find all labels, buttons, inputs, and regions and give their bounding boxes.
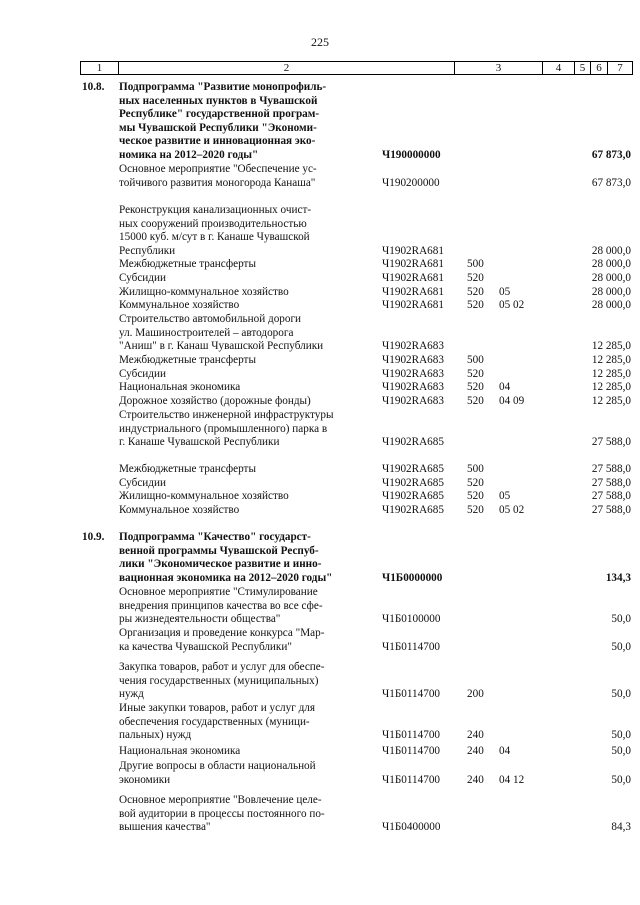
header-col-5: 5 xyxy=(575,62,591,74)
target-article-code: Ч1Б0000000 xyxy=(382,571,443,584)
row-name-line: чения государственных (муниципальных) xyxy=(119,674,319,687)
target-article-code: Ч1902RA683 xyxy=(382,395,444,407)
row-name-line: Подпрограмма "Развитие монопрофиль- xyxy=(119,81,327,93)
row-name xyxy=(119,395,365,409)
row-name xyxy=(119,258,365,272)
section-subsection-code: 04 09 xyxy=(499,395,525,407)
row-name-line: нужд xyxy=(119,688,144,701)
row-name-line: Другие вопросы в области национальной xyxy=(119,760,316,772)
amount: 12 285,0 xyxy=(591,354,631,366)
row-name-line: ка качества Чувашской Республики" xyxy=(119,640,292,653)
row-name xyxy=(119,81,365,163)
amount: 28 000,0 xyxy=(591,244,631,257)
amount: 27 588,0 xyxy=(591,436,631,449)
target-article-code: Ч1902RA685 xyxy=(382,436,444,449)
table-header-row xyxy=(80,61,633,75)
section-subsection-code: 04 xyxy=(499,381,511,393)
row-name xyxy=(119,272,365,286)
amount: 12 285,0 xyxy=(591,368,631,380)
row-name xyxy=(119,368,365,382)
row-name-line: ры жизнедеятельности общества" xyxy=(119,613,281,626)
target-article-code: Ч1902RA685 xyxy=(382,477,444,489)
target-article-code: Ч1902RA681 xyxy=(382,272,444,284)
row-name-line: ных сооружений производительностью xyxy=(119,217,307,230)
row-name-line: Закупка товаров, работ и услуг для обеспе- xyxy=(119,661,325,673)
section-subsection-code: 05 02 xyxy=(499,504,525,516)
target-article-code: Ч1Б0400000 xyxy=(382,821,441,834)
target-article-code: Ч1Б0114700 xyxy=(382,688,441,701)
target-article-code: Ч1902RA685 xyxy=(382,463,444,475)
amount: 27 588,0 xyxy=(591,477,631,489)
section-subsection-code: 05 02 xyxy=(499,299,525,311)
target-article-code: Ч190000000 xyxy=(382,149,441,161)
row-name xyxy=(119,354,365,368)
row-name xyxy=(119,531,365,585)
expense-type-code: 500 xyxy=(467,354,484,366)
row-name xyxy=(119,163,365,190)
row-name-line: Строительство инженерной инфраструктуры xyxy=(119,409,334,421)
amount: 50,0 xyxy=(611,613,631,626)
row-name-line: Коммунальное хозяйство xyxy=(119,504,240,516)
row-name-line: венной программы Чувашской Респуб- xyxy=(119,544,319,557)
row-name-line: Иные закупки товаров, работ и услуг для xyxy=(119,702,316,714)
row-name xyxy=(119,313,365,354)
amount: 28 000,0 xyxy=(591,272,631,284)
row-name-line: Подпрограмма "Качество" государст- xyxy=(119,531,311,543)
amount: 50,0 xyxy=(611,688,631,701)
row-name-line: Межбюджетные трансферты xyxy=(119,258,256,270)
target-article-code: Ч1902RA681 xyxy=(382,299,444,311)
row-name xyxy=(119,204,365,258)
amount: 28 000,0 xyxy=(591,258,631,270)
header-col-1: 1 xyxy=(81,62,119,74)
target-article-code: Ч1902RA685 xyxy=(382,490,444,502)
row-name-line: Жилищно-коммунальное хозяйство xyxy=(119,286,289,298)
row-name-line: Национальная экономика xyxy=(119,745,241,757)
row-number: 10.8. xyxy=(82,81,105,93)
row-name-line: тойчивого развития моногорода Канаша" xyxy=(119,176,316,189)
expense-type-code: 240 xyxy=(467,745,484,757)
page-number: 225 xyxy=(311,35,329,49)
row-name-line: Основное мероприятие "Стимулирование xyxy=(119,586,318,598)
expense-type-code: 520 xyxy=(467,395,484,407)
expense-type-code: 520 xyxy=(467,381,484,393)
row-name-line: Межбюджетные трансферты xyxy=(119,463,256,475)
header-col-3: 3 xyxy=(455,62,543,74)
target-article-code: Ч1Б0114700 xyxy=(382,745,441,757)
target-article-code: Ч1902RA685 xyxy=(382,504,444,516)
row-name-line: Республике" государственной програм- xyxy=(119,108,320,121)
target-article-code: Ч1902RA683 xyxy=(382,340,444,353)
target-article-code: Ч1Б0114700 xyxy=(382,640,441,653)
amount: 12 285,0 xyxy=(591,340,631,353)
expense-type-code: 520 xyxy=(467,272,484,284)
header-col-7: 7 xyxy=(617,62,623,74)
expense-type-code: 520 xyxy=(467,299,484,311)
amount: 84,3 xyxy=(611,821,631,834)
expense-type-code: 500 xyxy=(467,258,484,270)
row-name-line: Дорожное хозяйство (дорожные фонды) xyxy=(119,395,311,407)
expense-type-code: 500 xyxy=(467,463,484,475)
expense-type-code: 520 xyxy=(467,504,484,516)
target-article-code: Ч1902RA683 xyxy=(382,354,444,366)
row-name xyxy=(119,760,365,787)
row-name-line: Межбюджетные трансферты xyxy=(119,354,256,366)
row-name-line: Субсидии xyxy=(119,477,166,489)
section-subsection-code: 05 xyxy=(499,490,511,502)
row-name xyxy=(119,286,365,300)
amount: 12 285,0 xyxy=(591,395,631,407)
row-name-line: Субсидии xyxy=(119,368,166,380)
row-name-line: Основное мероприятие "Вовлечение целе- xyxy=(119,794,322,806)
target-article-code: Ч190200000 xyxy=(382,176,440,189)
row-name xyxy=(119,490,365,504)
expense-type-code: 240 xyxy=(467,729,484,742)
target-article-code: Ч1Б0100000 xyxy=(382,613,441,626)
row-name-line: ул. Машиностроителей – автодорога xyxy=(119,326,294,339)
row-name-line: Основное мероприятие "Обеспечение ус- xyxy=(119,163,317,175)
target-article-code: Ч1902RA681 xyxy=(382,286,444,298)
row-name xyxy=(119,381,365,395)
row-name xyxy=(119,299,365,313)
amount: 67 873,0 xyxy=(591,176,631,189)
row-name-line: ных населенных пунктов в Чувашской xyxy=(119,94,318,107)
row-name-line: обеспечения государственных (муници- xyxy=(119,715,310,728)
amount: 12 285,0 xyxy=(591,381,631,393)
row-name-line: мы Чувашской Республики "Экономи- xyxy=(119,121,317,134)
row-name-line: Коммунальное хозяйство xyxy=(119,299,240,311)
row-name-line: Организация и проведение конкурса "Мар- xyxy=(119,627,325,639)
expense-type-code: 240 xyxy=(467,773,484,786)
header-col-2: 2 xyxy=(119,62,455,74)
row-name xyxy=(119,627,365,654)
row-name xyxy=(119,745,365,759)
row-name xyxy=(119,477,365,491)
target-article-code: Ч1902RA681 xyxy=(382,258,444,270)
target-article-code: Ч1Б0114700 xyxy=(382,773,441,786)
row-name xyxy=(119,504,365,518)
expense-type-code: 200 xyxy=(467,688,484,701)
row-name xyxy=(119,702,365,743)
row-name-line: 15000 куб. м/сут в г. Канаше Чувашской xyxy=(119,231,310,244)
amount: 27 588,0 xyxy=(591,463,631,475)
row-name-line: вышения качества" xyxy=(119,821,211,834)
row-name-line: внедрения принципов качества во все сфе- xyxy=(119,599,323,612)
row-name xyxy=(119,661,365,702)
row-name xyxy=(119,463,365,477)
row-name-line: г. Канаше Чувашской Республики xyxy=(119,436,280,449)
row-name-line: пальных) нужд xyxy=(119,729,192,742)
amount: 27 588,0 xyxy=(591,504,631,516)
amount: 28 000,0 xyxy=(591,299,631,311)
amount: 134,3 xyxy=(605,571,631,584)
expense-type-code: 520 xyxy=(467,477,484,489)
header-col-6: 6 xyxy=(591,62,608,74)
amount: 50,0 xyxy=(611,729,631,742)
row-name-line: Субсидии xyxy=(119,272,166,284)
row-name-line: индустриального (промышленного) парка в xyxy=(119,422,328,435)
target-article-code: Ч1Б0114700 xyxy=(382,729,441,742)
row-name-line: лики "Экономическое развитие и инно- xyxy=(119,558,322,571)
target-article-code: Ч1902RA681 xyxy=(382,244,444,257)
row-name-line: Строительство автомобильной дороги xyxy=(119,313,302,325)
row-name xyxy=(119,794,365,835)
section-subsection-code: 04 xyxy=(499,745,511,757)
expense-type-code: 520 xyxy=(467,490,484,502)
row-name xyxy=(119,409,365,450)
target-article-code: Ч1902RA683 xyxy=(382,368,444,380)
amount: 67 873,0 xyxy=(591,149,631,161)
row-name xyxy=(119,586,365,627)
row-name-line: Реконструкция канализационных очист- xyxy=(119,204,312,216)
target-article-code: Ч1902RA683 xyxy=(382,381,444,393)
section-subsection-code: 05 xyxy=(499,286,511,298)
row-name-line: экономики xyxy=(119,773,171,786)
amount: 50,0 xyxy=(611,745,631,757)
row-name-line: ческое развитие и инновационная эко- xyxy=(119,135,316,148)
amount: 50,0 xyxy=(611,773,631,786)
amount: 50,0 xyxy=(611,640,631,653)
row-name-line: вой аудитории в процессы постоянного по- xyxy=(119,807,325,820)
row-name-line: номика на 2012–2020 годы" xyxy=(119,148,259,161)
row-name-line: Жилищно-коммунальное хозяйство xyxy=(119,490,289,502)
row-name-line: "Аниш" в г. Канаш Чувашской Республики xyxy=(119,340,324,353)
amount: 28 000,0 xyxy=(591,286,631,298)
amount: 27 588,0 xyxy=(591,490,631,502)
row-name-line: Республики xyxy=(119,244,176,257)
row-number: 10.9. xyxy=(82,531,105,543)
header-col-4: 4 xyxy=(543,62,575,74)
section-subsection-code: 04 12 xyxy=(499,773,525,786)
expense-type-code: 520 xyxy=(467,286,484,298)
expense-type-code: 520 xyxy=(467,368,484,380)
row-name-line: вационная экономика на 2012–2020 годы" xyxy=(119,571,333,584)
row-name-line: Национальная экономика xyxy=(119,381,241,393)
